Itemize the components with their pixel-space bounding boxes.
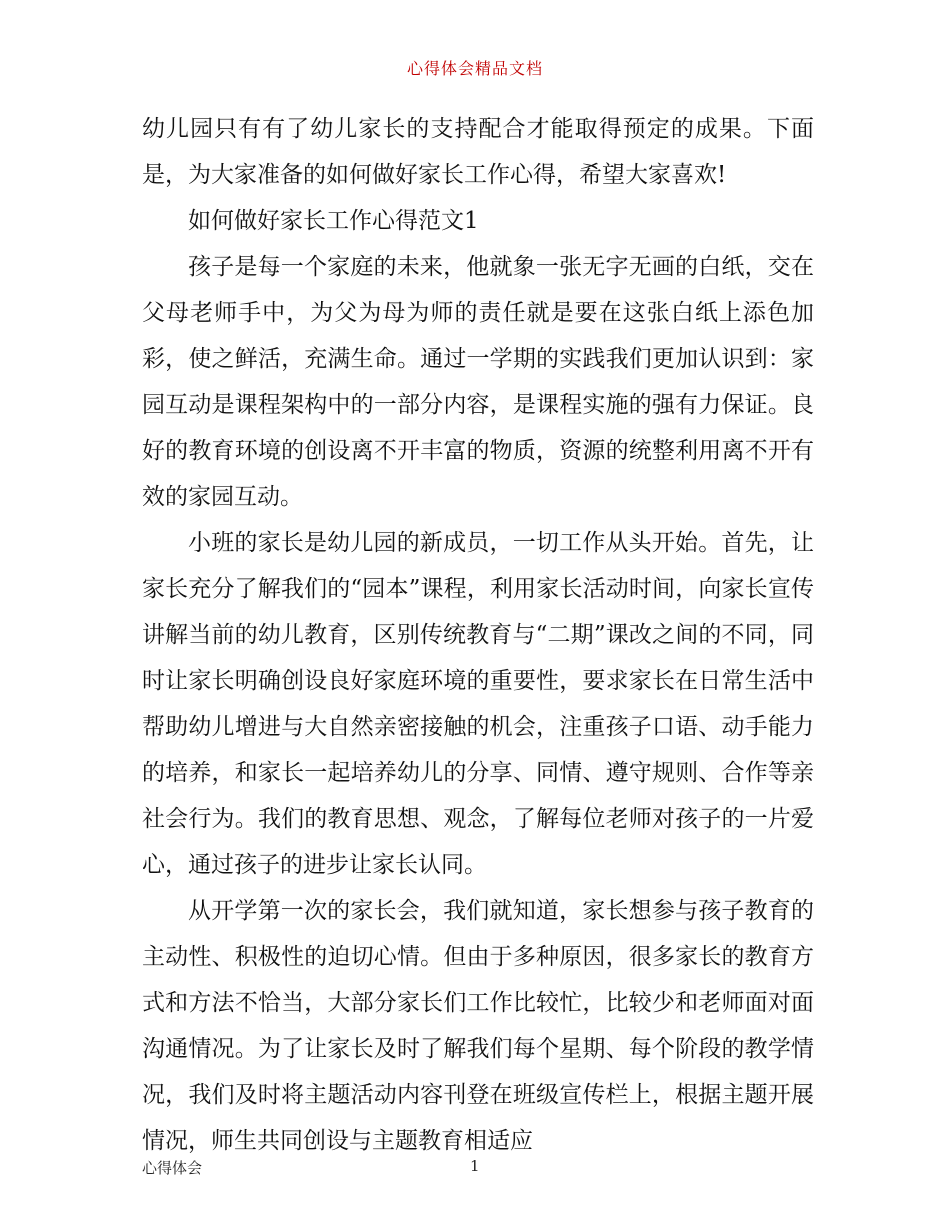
- body-paragraph: 从开学第一次的家长会，我们就知道，家长想参与孩子教育的主动性、积极性的迫切心情。但由于多种原因，很多家长的教育方式和方法不恰当，大部分家长们工作比较忙，比较少和老师面对面沟通情况。为了让家长及时了解我们每个星期、每个阶段的教学情况，我们及时将主题活动内容刊登在班级宣传栏上，根据主题开展情况，师生共同创设与主题教育相适应: [142, 898, 814, 1154]
- document-body: [142, 106, 814, 1164]
- body-paragraph: 小班的家长是幼儿园的新成员，一切工作从头开始。首先，让家长充分了解我们的“园本”课程，利用家长活动时间，向家长宣传讲解当前的幼儿教育，区别传统教育与“二期”课改之间的不同，同时让家长明确创设良好家庭环境的重要性，要求家长在日常生活中帮助幼儿增进与大自然亲密接触的机会，注重孩子口语、动手能力的培养，和家长一起培养幼儿的分享、同情、遵守规则、合作等亲社会行为。我们的教育思想、观念，了解每位老师对孩子的一片爱心，通过孩子的进步让家长认同。: [142, 530, 814, 878]
- footer-label: 心得体会: [142, 1159, 203, 1177]
- page-number: 1: [470, 1157, 480, 1175]
- body-paragraph: 孩子是每一个家庭的未来，他就象一张无字无画的白纸，交在父母老师手中，为父为母为师的责任就是要在这张白纸上添色加彩，使之鲜活，充满生命。通过一学期的实践我们更加认识到：家园互动是课程架构中的一部分内容，是课程实施的强有力保证。良好的教育环境的创设离不开丰富的物质，资源的统整利用离不开有效的家园互动。: [142, 254, 814, 510]
- section-heading: 如何做好家长工作心得范文1: [188, 208, 479, 234]
- document-header-title: 心得体会精品文档: [406, 59, 543, 78]
- intro-paragraph: 幼儿园只有有了幼儿家长的支持配合才能取得预定的成果。下面是，为大家准备的如何做好家长工作心得，希望大家喜欢!: [142, 116, 814, 188]
